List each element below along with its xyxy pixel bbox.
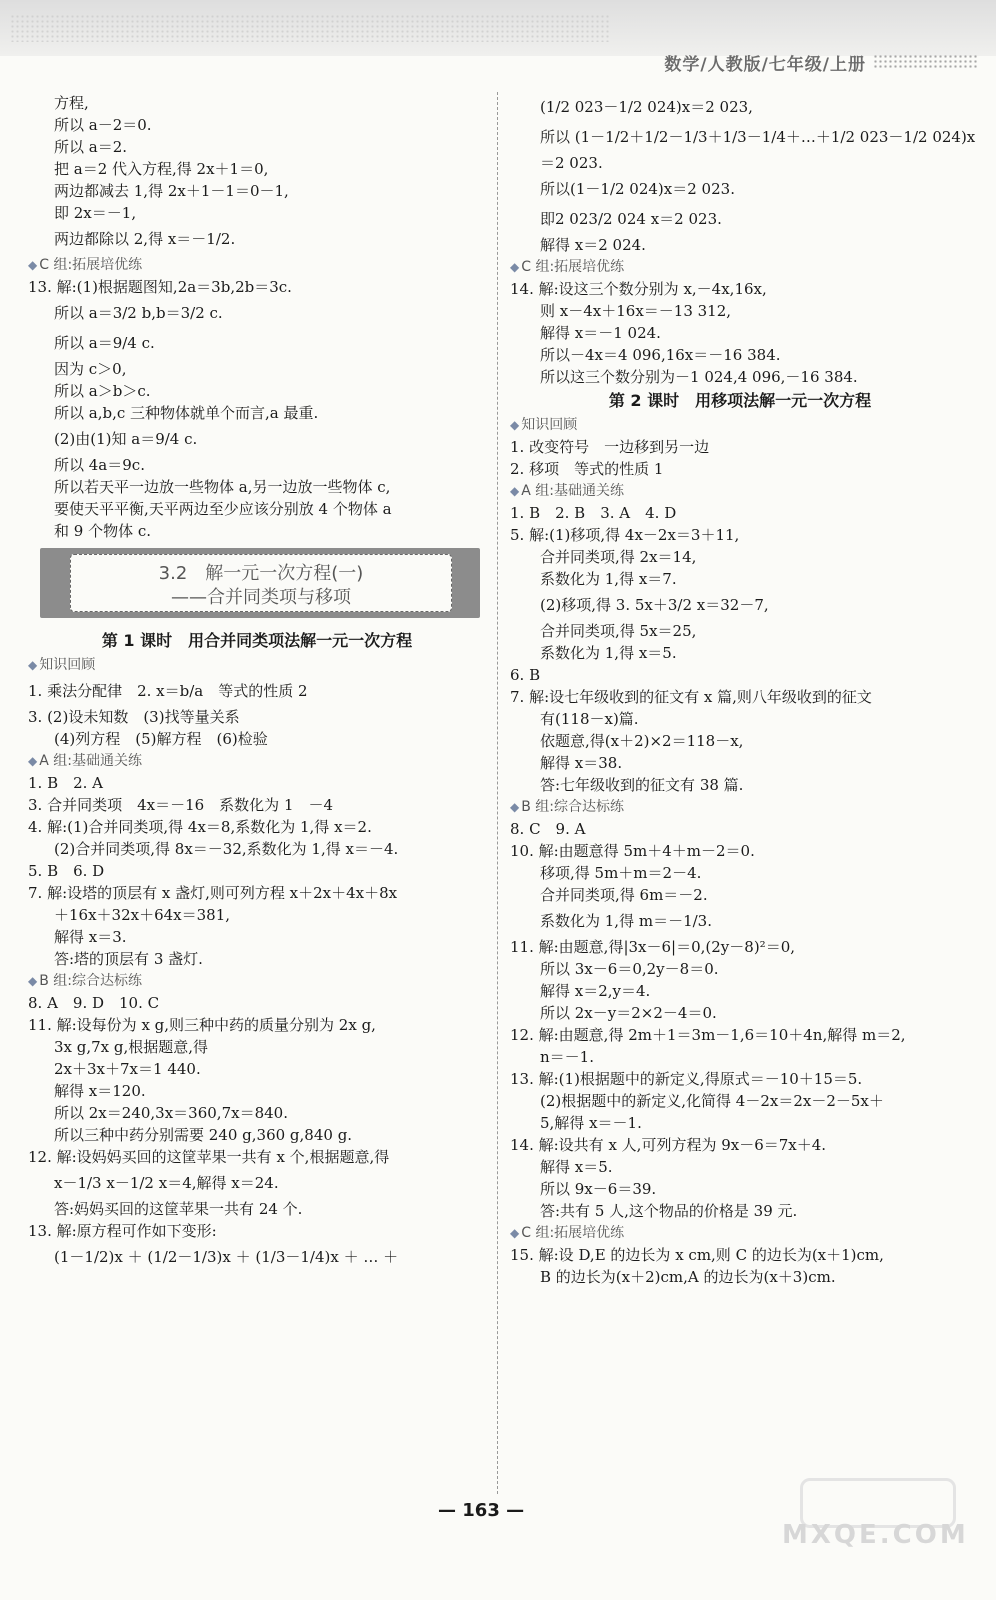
watermark-text: MXQE.COM <box>782 1520 969 1550</box>
section-heading <box>510 1222 970 1244</box>
answer-line: 13. 解:(1)根据题中的新定义,得原式＝－10＋15＝5. <box>510 1070 863 1088</box>
answer-line: 5. 解:(1)移项,得 4x－2x＝3＋11, <box>510 526 740 544</box>
answer-line: 系数化为 1,得 x＝7. <box>540 570 677 588</box>
answer-line: 因为 c＞0, <box>54 360 127 378</box>
answer-line: (1/2 023－1/2 024)x＝2 023, <box>540 98 753 116</box>
answer-line: 13. 解:(1)根据题图知,2a＝3b,2b＝3c. <box>28 278 292 296</box>
answer-line: 所以 4a＝9c. <box>54 456 145 474</box>
left-column <box>28 92 486 1272</box>
diamond-icon: ◆ <box>28 754 38 768</box>
answer-line: n＝－1. <box>540 1048 594 1066</box>
answer-line: 1. 乘法分配律 2. x＝b/a 等式的性质 2 <box>28 682 308 700</box>
diamond-icon: ◆ <box>510 260 520 274</box>
answer-line: 合并同类项,得 2x＝14, <box>540 548 697 566</box>
answer-line: 答:塔的顶层有 3 盏灯. <box>54 950 203 968</box>
right-column <box>510 92 976 1288</box>
answer-line: 13. 解:原方程可作如下变形: <box>28 1222 217 1240</box>
answer-line: 14. 解:设共有 x 人,可列方程为 9x－6＝7x＋4. <box>510 1136 827 1154</box>
answer-line: 解得 x＝－1 024. <box>540 324 661 342</box>
answer-line: 1. B 2. A <box>28 774 104 792</box>
answer-line: 两边都除以 2,得 x＝－1/2. <box>54 230 236 248</box>
answer-line: (2)根据题中的新定义,化简得 4－2x＝2x－2－5x＋ <box>540 1092 884 1110</box>
column-divider <box>497 92 498 1494</box>
answer-line: 解得 x＝2,y＝4. <box>540 982 651 1000</box>
answer-line: 移项,得 5m＋m＝2－4. <box>540 864 702 882</box>
diamond-icon: ◆ <box>28 658 38 672</box>
answer-line: 4. 解:(1)合并同类项,得 4x＝8,系数化为 1,得 x＝2. <box>28 818 372 836</box>
answer-line: 所以 (1－1/2＋1/2－1/3＋1/3－1/4＋…＋1/2 023－1/2 024)x <box>540 128 976 146</box>
answer-line: 所以 a,b,c 三种物体就单个而言,a 最重. <box>54 404 319 422</box>
answer-line: 1. 改变符号 一边移到另一边 <box>510 438 710 456</box>
diamond-icon: ◆ <box>510 800 520 814</box>
answer-line: 解得 x＝120. <box>54 1082 146 1100</box>
answer-line: 所以 a＝3/2 b,b＝3/2 c. <box>54 304 223 322</box>
answer-line: 7. 解:设塔的顶层有 x 盏灯,则可列方程 x＋2x＋4x＋8x <box>28 884 398 902</box>
section-label: 知识回顾 <box>39 657 96 673</box>
answer-line: 所以 a－2＝0. <box>54 116 152 134</box>
answer-line: 所以 3x－6＝0,2y－8＝0. <box>540 960 719 978</box>
chapter-title-box <box>40 548 480 618</box>
answer-line: 所以 a＞b＞c. <box>54 382 151 400</box>
answer-line: 所以这三个数分别为－1 024,4 096,－16 384. <box>540 368 858 386</box>
answer-line: 2x＋3x＋7x＝1 440. <box>54 1060 201 1078</box>
diamond-icon: ◆ <box>28 258 38 272</box>
answer-line: 所以 2x＝240,3x＝360,7x＝840. <box>54 1104 288 1122</box>
section-heading <box>510 414 970 436</box>
answer-line: B 的边长为(x＋2)cm,A 的边长为(x＋3)cm. <box>540 1268 836 1286</box>
answer-line: 解得 x＝5. <box>540 1158 613 1176</box>
section-label: A 组:基础通关练 <box>39 753 142 769</box>
answer-line: 合并同类项,得 6m＝－2. <box>540 886 708 904</box>
answer-line: 即 2x＝－1, <box>54 204 137 222</box>
answer-line: 5. B 6. D <box>28 862 105 880</box>
answer-line: 所以 2x－y＝2×2－4＝0. <box>540 1004 717 1022</box>
section-label: A 组:基础通关练 <box>521 483 624 499</box>
diamond-icon: ◆ <box>28 974 38 988</box>
answer-line: 8. A 9. D 10. C <box>28 994 160 1012</box>
section-heading <box>510 796 970 818</box>
section-label: B 组:综合达标练 <box>521 799 625 815</box>
section-label: C 组:拓展培优练 <box>39 257 143 273</box>
answer-line: 解得 x＝38. <box>540 754 623 772</box>
answer-line: 所以若天平一边放一些物体 a,另一边放一些物体 c, <box>54 478 391 496</box>
answer-line: (2)由(1)知 a＝9/4 c. <box>54 430 198 448</box>
section-heading <box>28 750 486 772</box>
answer-line: ＋16x＋32x＋64x＝381, <box>54 906 231 924</box>
section-label: 知识回顾 <box>521 417 578 433</box>
answer-line: 7. 解:设七年级收到的征文有 x 篇,则八年级收到的征文 <box>510 688 872 706</box>
header-dot-pattern <box>873 54 978 70</box>
section-heading <box>28 254 486 276</box>
section-label: B 组:综合达标练 <box>39 973 143 989</box>
answer-line: 解得 x＝3. <box>54 928 127 946</box>
diamond-icon: ◆ <box>510 1226 520 1240</box>
section-heading <box>510 480 970 502</box>
answer-line: 12. 解:由题意,得 2m＋1＝3m－1,6＝10＋4n,解得 m＝2, <box>510 1026 906 1044</box>
banner-pattern <box>10 14 610 42</box>
section-heading <box>28 654 486 676</box>
answer-line: 依题意,得(x＋2)×2＝118－x, <box>540 732 744 750</box>
answer-line: 和 9 个物体 c. <box>54 522 152 540</box>
answer-line: 要使天平平衡,天平两边至少应该分别放 4 个物体 a <box>54 500 392 518</box>
answer-line: 所以 a＝9/4 c. <box>54 334 155 352</box>
answer-line: 3. (2)设未知数 (3)找等量关系 <box>28 708 240 726</box>
answer-line: 5,解得 x＝－1. <box>540 1114 642 1132</box>
answer-line: 11. 解:设每份为 x g,则三种中药的质量分别为 2x g, <box>28 1016 376 1034</box>
answer-line: 所以三种中药分别需要 240 g,360 g,840 g. <box>54 1126 353 1144</box>
top-banner <box>0 0 996 56</box>
answer-line: (2)移项,得 3. 5x＋3/2 x＝32－7, <box>540 596 769 614</box>
answer-line: 10. 解:由题意得 5m＋4＋m－2＝0. <box>510 842 755 860</box>
section-label: C 组:拓展培优练 <box>521 259 625 275</box>
page-number: — 163 — <box>438 1500 525 1521</box>
answer-line: 有(118－x)篇. <box>540 710 639 728</box>
answer-line: 15. 解:设 D,E 的边长为 x cm,则 C 的边长为(x＋1)cm, <box>510 1246 884 1264</box>
lesson-title: 第 2 课时 用移项法解一元一次方程 <box>608 391 872 410</box>
answer-line: 答:共有 5 人,这个物品的价格是 39 元. <box>540 1202 798 1220</box>
answer-line: 系数化为 1,得 x＝5. <box>540 644 677 662</box>
answer-line: 11. 解:由题意,得|3x－6|＝0,(2y－8)²＝0, <box>510 938 796 956</box>
answer-line: 答:七年级收到的征文有 38 篇. <box>540 776 744 794</box>
answer-line: 答:妈妈买回的这筐苹果一共有 24 个. <box>54 1200 303 1218</box>
answer-line: 所以 9x－6＝39. <box>540 1180 657 1198</box>
answer-line: 所以 a＝2. <box>54 138 128 156</box>
answer-line: 把 a＝2 代入方程,得 2x＋1＝0, <box>54 160 269 178</box>
answer-line: 方程, <box>54 94 89 112</box>
answer-line: 2. 移项 等式的性质 1 <box>510 460 664 478</box>
section-heading <box>28 970 486 992</box>
answer-line: 3x g,7x g,根据题意,得 <box>54 1038 209 1056</box>
answer-line: 合并同类项,得 5x＝25, <box>540 622 697 640</box>
answer-line: 12. 解:设妈妈买回的这筐苹果一共有 x 个,根据题意,得 <box>28 1148 390 1166</box>
diamond-icon: ◆ <box>510 418 520 432</box>
answer-line: 两边都减去 1,得 2x＋1－1＝0－1, <box>54 182 289 200</box>
chapter-title: 3.2 解一元一次方程(一) <box>158 563 364 584</box>
section-label: C 组:拓展培优练 <box>521 1225 625 1241</box>
chapter-subtitle: ——合并同类项与移项 <box>171 587 351 608</box>
diamond-icon: ◆ <box>510 484 520 498</box>
header-title: 数学/人教版/七年级/上册 <box>664 55 866 75</box>
answer-line: 系数化为 1,得 m＝－1/3. <box>540 912 712 930</box>
answer-line: (2)合并同类项,得 8x＝－32,系数化为 1,得 x＝－4. <box>54 840 399 858</box>
answer-line: (1－1/2)x ＋ (1/2－1/3)x ＋ (1/3－1/4)x ＋ … ＋ <box>54 1248 399 1266</box>
answer-line: 所以(1－1/2 024)x＝2 023. <box>540 180 735 198</box>
answer-line: 1. B 2. B 3. A 4. D <box>510 504 677 522</box>
answer-line: 3. 合并同类项 4x＝－16 系数化为 1 －4 <box>28 796 334 814</box>
answer-line: (4)列方程 (5)解方程 (6)检验 <box>54 730 268 748</box>
answer-line: 即2 023/2 024 x＝2 023. <box>540 210 722 228</box>
answer-line: x－1/3 x－1/2 x＝4,解得 x＝24. <box>54 1174 279 1192</box>
answer-line: 解得 x＝2 024. <box>540 236 646 254</box>
answer-line: 14. 解:设这三个数分别为 x,－4x,16x, <box>510 280 767 298</box>
answer-line: 6. B <box>510 666 541 684</box>
answer-line: ＝2 023. <box>540 154 603 172</box>
lesson-title: 第 1 课时 用合并同类项法解一元一次方程 <box>101 631 413 650</box>
answer-line: 8. C 9. A <box>510 820 586 838</box>
answer-line: 则 x－4x＋16x＝－13 312, <box>540 302 732 320</box>
section-heading <box>510 256 970 278</box>
answer-line: 所以－4x＝4 096,16x＝－16 384. <box>540 346 781 364</box>
title-box-inner <box>70 554 452 612</box>
